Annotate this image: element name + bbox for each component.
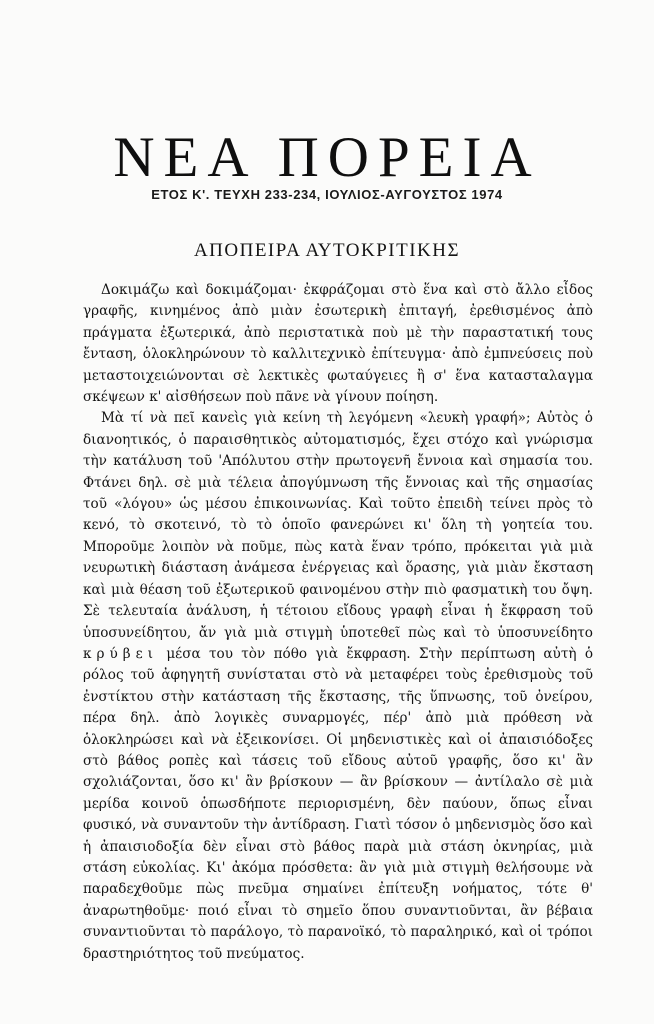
paragraph-2-part-1: Μὰ τί νὰ πεῖ κανεὶς γιὰ κείνη τὴ λεγόμενη «λευκὴ γραφή»; Αὐτὸς ὁ διανοητικός, ὁ παραισθητικὸς αὐτοματισμός, ἔχει στόχο καὶ γνώρισμα τὴν κατάλυση τοῦ 'Απόλυτου στὴν πρωτογενῆ ἔννοια καὶ σημασία του. Φτάνει δηλ. σὲ μιὰ τέλεια ἀπογύμνωση τῆς ἔννοιας καὶ τῆς σημασίας τοῦ «λόγου» ὡς μέσου ἐπικοινωνίας. Καὶ τοῦτο ἐπειδὴ τείνει πρὸς τὸ κενό, τὸ σκοτεινό, τὸ τὸ ὁποῖο φανερώνει κι' ὅλη τὴ γοητεία του. Μποροῦμε λοιπὸν νὰ ποῦμε, πὼς κατὰ ἕναν τρόπο, πρόκειται γιὰ μιὰ νευρωτικὴ διάσταση ἀνάμεσα ἐνέργειας καὶ ὅρασης, γιὰ μιὰν ἔκσταση καὶ μιὰ θέαση τοῦ ἐξωτερικοῦ φαινομένου στὴν πιὸ φασματικὴ του ὄψη. Σὲ τελευταία ἀνάλυση, ἡ τέτοιου εἴδους γραφὴ εἶναι ἡ ἔκφραση τοῦ ὑποσυνείδητου, ἄν γιὰ μιὰ στιγμὴ ὑποτεθεῖ πὼς καὶ τὸ ὑποσυνείδητο <box>83 410 593 641</box>
journal-title: ΝΕΑ ΠΟΡΕΙΑ <box>113 126 541 189</box>
paragraph-1: Δοκιμάζω καὶ δοκιμάζομαι· ἐκφράζομαι στὸ ἕνα καὶ στὸ ἄλλο εἶδος γραφῆς, κινημένος ἀπὸ μιὰν ἐσωτερικὴ ἐπιταγή, ἐρεθισμένος ἀπὸ πράγματα ἐξωτερικά, ἀπὸ περιστατικὰ ποὺ μὲ τὴν παραστατική τους ἔνταση, ὁλοκληρώνουν τὸ καλλιτεχνικὸ ἐπίτευγμα· ἀπὸ ἐμπνεύσεις ποὺ μεταστοιχειώνονται σὲ λεκτικὲς φωταύγειες ἢ σ' ἕνα κατασταλαγμα σκέψεων κ' αἰσθήσεων ποὺ πᾶνε νὰ γίνουν ποίηση. <box>83 282 593 406</box>
paragraph-2 <box>83 408 593 965</box>
article-title: ΑΠΟΠΕΙΡΑ ΑΥΤΟΚΡΙΤΙΚΗΣ <box>193 240 461 261</box>
issue-info: ΕΤΟΣ Κ'. ΤΕΥΧΗ 233-234, ΙΟΥΛΙΟΣ-ΑΥΓΟΥΣΤΟΣ 1974 <box>151 187 503 202</box>
article-body <box>83 280 593 965</box>
paragraph-2-part-2: μέσα του τὸν πόθο γιὰ ἔκφραση. Στὴν περίπτωση αὐτὴ ὁ ρόλος τοῦ ἀφηγητῆ συνίσταται στὸ νὰ μεταφέρει τοὺς ἐρεθισμοὺς τοῦ ἐνστίκτου στὴν κατάσταση τῆς ἔκστασης, τῆς ὕπνωσης, τοῦ ὀνείρου, πέρα δηλ. ἀπὸ λογικὲς συναρμογές, πέρ' ἀπὸ μιὰ πρόθεση νὰ ὁλοκληρώσει καὶ νὰ ἐξεικονίσει. Οἱ μηδενιστικὲς καὶ οἱ ἀπαισιόδοξες στὸ βάθος ροπὲς καὶ τάσεις τοῦ εἴδους αὐτοῦ γραφῆς, ὅσο κι' ἂν σχολιάζονται, ὅσο κι' ἂν βρίσκουν — ἂν βρίσκουν — ἀντίλαλο σὲ μιὰ μερίδα κοινοῦ ὁπωσδήποτε περιορισμένη, δὲν παύουν, ὅπως εἶναι φυσικό, νὰ συναντοῦν τὴν ἀντίδραση. Γιατὶ τόσον ὁ μηδενισμὸς ὅσο καὶ ἡ ἀπαισιοδοξία δὲν εἶναι στὸ βάθος παρὰ μιὰ στάση ὀκνηρίας, μιὰ στάση εὐκολίας. Κι' ἀκόμα πρόσθετα: ἂν γιὰ μιὰ στιγμὴ θελήσουμε νὰ παραδεχθοῦμε πὼς πνεῦμα σημαίνει ἐπίτευξη νοήματος, τότε θ' ἀναρωτηθοῦμε· ποιό εἶναι τὸ σημεῖο ὅπου συναντιοῦνται, ἂν βέβαια συναντιοῦνται τὸ παράλογο, τὸ παρανοϊκό, τὸ παραληρικό, καὶ οἱ τρόποι δραστηριότητος τοῦ πνεύματος. <box>83 645 593 962</box>
spaced-word: κρύβει <box>83 645 158 662</box>
